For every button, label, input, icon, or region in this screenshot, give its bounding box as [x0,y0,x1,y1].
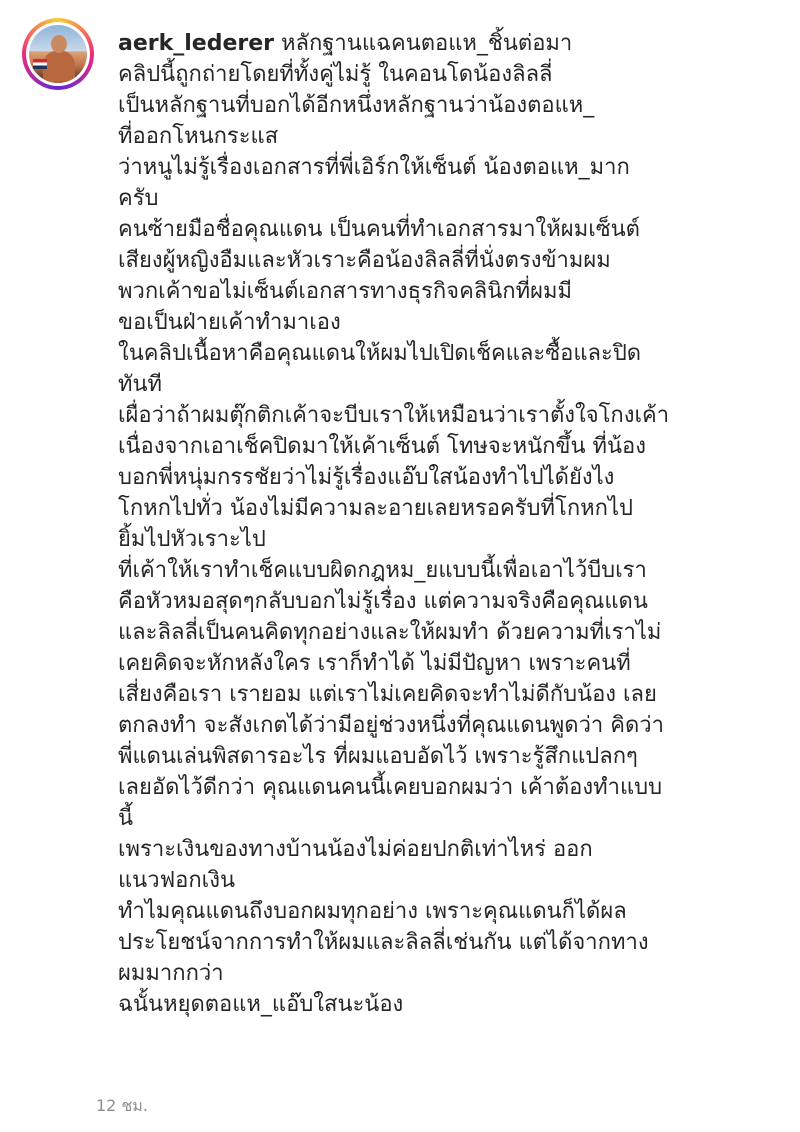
comment-line: นี้ [118,806,134,831]
comment-line: ยิ้มไปหัวเราะไป [118,527,266,552]
comment-line: พวกเค้าขอไม่เซ็นต์เอกสารทางธุรกิจคลินิกที่ผมมี [118,279,573,304]
comment-line: แนวฟอกเงิน [118,868,235,893]
username-link[interactable]: aerk_lederer [118,31,274,56]
comment-line: เคยคิดจะหักหลังใคร เราก็ทำได้ ไม่มีปัญหา เพราะคนที่ [118,651,631,676]
comment-line: ที่เค้าให้เราทำเช็คแบบผิดกฎหม_ยแบบนี้เพื่อเอาไว้บีบเรา [118,558,647,583]
comment-line: โกหกไปทั่ว น้องไม่มีความละอายเลยหรอครับที่โกหกไป [118,496,633,521]
comment-line: เพราะเงินของทางบ้านน้องไม่ค่อยปกติเท่าไหร่ ออก [118,837,593,862]
comment-line: ทำไมคุณแดนถึงบอกผมทุกอย่าง เพราะคุณแดนก็ได้ผล [118,899,627,924]
comment-line: เป็นหลักฐานที่บอกได้อีกหนึ่งหลักฐานว่าน้องตอแห_ [118,93,595,118]
comment-line: เนื่องจากเอาเช็คปิดมาให้เค้าเซ็นต์ โทษจะหนักขึ้น ที่น้อง [118,434,646,459]
comment-line: คลิปนี้ถูกถ่ายโดยที่ทั้งคู่ไม่รู้ ในคอนโดน้องลิลลี่ [118,62,553,87]
comment-line: คนซ้ายมือชื่อคุณแดน เป็นคนที่ทำเอกสารมาให้ผมเซ็นต์ [118,217,640,242]
comment-line: ทันที [118,372,163,397]
comment-line: เสียงผู้หญิงอืมและหัวเราะคือน้องลิลลี่ที่นั่งตรงข้ามผม [118,248,611,273]
comment-line: และลิลลี่เป็นคนคิดทุกอย่างและให้ผมทำ ด้วยความที่เราไม่ [118,620,662,645]
comment-text [118,28,788,1020]
comment-line: ที่ออกโหนกระแส [118,124,279,149]
comment-line: ขอเป็นฝ่ายเค้าทำมาเอง [118,310,341,335]
comment-line: พี่แดนเล่นพิสดารอะไร ที่ผมแอบอัดไว้ เพราะรู้สึกแปลกๆ [118,744,638,769]
comment-line: ประโยชน์จากการทำให้ผมและลิลลี่เช่นกัน แต่ได้จากทาง [118,930,649,955]
comment-timestamp: 12 ชม. [96,1096,148,1115]
comment-line: ครับ [118,186,159,211]
comment-line: ฉนั้นหยุดตอแห_แอ๊บใสนะน้อง [118,992,404,1017]
comment-body [118,59,788,1020]
comment-first-line [118,28,788,59]
comment-first-line-text: หลักฐานแฉคนตอแห_ชิ้นต่อมา [274,31,573,56]
comment-line: ในคลิปเนื้อหาคือคุณแดนให้ผมไปเปิดเช็คและซื้อและปิด [118,341,642,366]
profile-photo-icon [29,25,87,83]
comment-line: ตกลงทำ จะสังเกตได้ว่ามีอยู่ช่วงหนึ่งที่คุณแดนพูดว่า คิดว่า [118,713,664,738]
comment-line: เลยอัดไว้ดีกว่า คุณแดนคนนี้เคยบอกผมว่า เค้าต้องทำแบบ [118,775,663,800]
comment-line: เผื่อว่าถ้าผมตุ๊กติกเค้าจะบีบเราให้เหมือนว่าเราตั้งใจโกงเค้า [118,403,670,428]
comment-line: บอกพี่หนุ่มกรรชัยว่าไม่รู้เรื่องแอ๊บใสน้องทำไปได้ยังไง [118,465,615,490]
comment-line: คือหัวหมอสุดๆกลับบอกไม่รู้เรื่อง แต่ความจริงคือคุณแดน [118,589,648,614]
comment-line: เสี่ยงคือเรา เรายอม แต่เราไม่เคยคิดจะทำไม่ดีกับน้อง เลย [118,682,657,707]
comment-line: ว่าหนูไม่รู้เรื่องเอกสารที่พี่เอิร์กให้เซ็นต์ น้องตอแห_มาก [118,155,630,180]
comment-line: ผมมากกว่า [118,961,224,986]
avatar[interactable] [22,18,94,90]
